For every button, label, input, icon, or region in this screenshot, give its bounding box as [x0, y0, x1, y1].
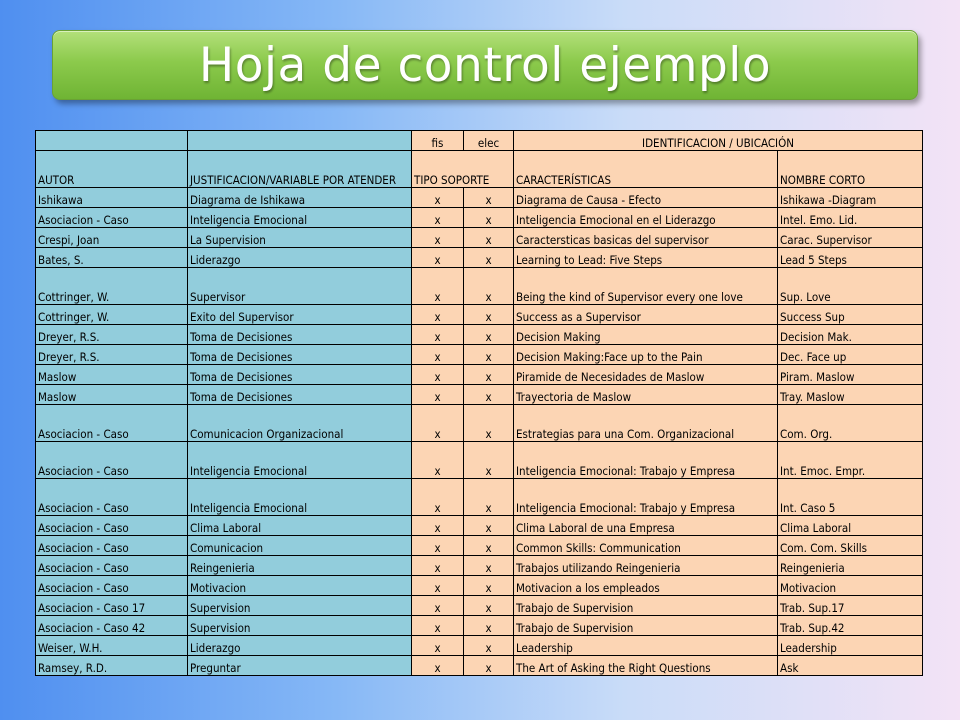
cell-justificacion: Clima Laboral	[188, 516, 412, 536]
cell-nombre-corto: Decision Mak.	[778, 325, 923, 345]
cell-justificacion: Inteligencia Emocional	[188, 208, 412, 228]
cell-fis: x	[412, 268, 464, 305]
cell-fis: x	[412, 536, 464, 556]
cell-nombre-corto: Int. Emoc. Empr.	[778, 442, 923, 479]
cell-caracteristicas: Trabajo de Supervision	[514, 596, 778, 616]
cell-autor: Asociacion - Caso	[36, 576, 188, 596]
cell-nombre-corto: Int. Caso 5	[778, 479, 923, 516]
cell-elec: x	[464, 576, 514, 596]
cell-justificacion: Toma de Decisiones	[188, 325, 412, 345]
table-row	[36, 248, 923, 268]
cell-caracteristicas: Piramide de Necesidades de Maslow	[514, 365, 778, 385]
cell-caracteristicas: Trayectoria de Maslow	[514, 385, 778, 405]
header-row-2	[36, 151, 923, 188]
cell-autor: Asociacion - Caso	[36, 479, 188, 516]
table-row	[36, 616, 923, 636]
cell-fis: x	[412, 636, 464, 656]
cell-elec: x	[464, 385, 514, 405]
cell-fis: x	[412, 188, 464, 208]
cell-nombre-corto: Ishikawa -Diagram	[778, 188, 923, 208]
cell-justificacion: Exito del Supervisor	[188, 305, 412, 325]
cell-elec: x	[464, 188, 514, 208]
cell-caracteristicas: Decision Making	[514, 325, 778, 345]
cell-fis: x	[412, 325, 464, 345]
cell-caracteristicas: Trabajo de Supervision	[514, 616, 778, 636]
page-title: Hoja de control ejemplo	[198, 37, 772, 93]
cell-fis: x	[412, 228, 464, 248]
cell-elec: x	[464, 442, 514, 479]
cell-fis: x	[412, 365, 464, 385]
cell-elec: x	[464, 268, 514, 305]
cell-caracteristicas: Success as a Supervisor	[514, 305, 778, 325]
cell-autor: Dreyer, R.S.	[36, 345, 188, 365]
table-row	[36, 365, 923, 385]
cell-justificacion: La Supervision	[188, 228, 412, 248]
header-autor: AUTOR	[36, 151, 188, 188]
cell-caracteristicas: Being the kind of Supervisor every one love	[514, 268, 778, 305]
cell-autor: Asociacion - Caso	[36, 556, 188, 576]
cell-fis: x	[412, 596, 464, 616]
cell-autor: Asociacion - Caso	[36, 516, 188, 536]
table-row	[36, 656, 923, 676]
cell-elec: x	[464, 656, 514, 676]
cell-nombre-corto: Carac. Supervisor	[778, 228, 923, 248]
cell-fis: x	[412, 442, 464, 479]
cell-justificacion: Comunicacion	[188, 536, 412, 556]
cell-caracteristicas: Inteligencia Emocional: Trabajo y Empresa	[514, 442, 778, 479]
table-row	[36, 576, 923, 596]
cell-autor: Dreyer, R.S.	[36, 325, 188, 345]
cell-autor: Weiser, W.H.	[36, 636, 188, 656]
cell-justificacion: Supervisor	[188, 268, 412, 305]
table-row	[36, 479, 923, 516]
cell-justificacion: Toma de Decisiones	[188, 345, 412, 365]
header-empty-cell	[188, 131, 412, 151]
cell-autor: Maslow	[36, 385, 188, 405]
cell-justificacion: Diagrama de Ishikawa	[188, 188, 412, 208]
cell-caracteristicas: Trabajos utilizando Reingenieria	[514, 556, 778, 576]
cell-elec: x	[464, 405, 514, 442]
cell-caracteristicas: Diagrama de Causa - Efecto	[514, 188, 778, 208]
cell-justificacion: Toma de Decisiones	[188, 385, 412, 405]
table-row	[36, 228, 923, 248]
cell-justificacion: Comunicacion Organizacional	[188, 405, 412, 442]
cell-fis: x	[412, 385, 464, 405]
cell-nombre-corto: Ask	[778, 656, 923, 676]
title-banner	[52, 30, 918, 100]
table-row	[36, 405, 923, 442]
table-row	[36, 268, 923, 305]
cell-justificacion: Liderazgo	[188, 636, 412, 656]
cell-fis: x	[412, 248, 464, 268]
cell-fis: x	[412, 616, 464, 636]
cell-nombre-corto: Tray. Maslow	[778, 385, 923, 405]
cell-autor: Asociacion - Caso	[36, 442, 188, 479]
cell-autor: Ishikawa	[36, 188, 188, 208]
cell-fis: x	[412, 305, 464, 325]
cell-caracteristicas: Motivacion a los empleados	[514, 576, 778, 596]
table-row	[36, 208, 923, 228]
header-caracteristicas: CARACTERÍSTICAS	[514, 151, 778, 188]
cell-caracteristicas: The Art of Asking the Right Questions	[514, 656, 778, 676]
cell-caracteristicas: Inteligencia Emocional en el Liderazgo	[514, 208, 778, 228]
cell-caracteristicas: Leadership	[514, 636, 778, 656]
table-row	[36, 536, 923, 556]
cell-fis: x	[412, 556, 464, 576]
cell-justificacion: Preguntar	[188, 656, 412, 676]
control-sheet-table	[35, 130, 923, 676]
header-row-1	[36, 131, 923, 151]
cell-elec: x	[464, 208, 514, 228]
cell-fis: x	[412, 516, 464, 536]
table-row	[36, 556, 923, 576]
cell-nombre-corto: Clima Laboral	[778, 516, 923, 536]
cell-nombre-corto: Trab. Sup.42	[778, 616, 923, 636]
header-nombre-corto: NOMBRE CORTO	[778, 151, 923, 188]
cell-autor: Asociacion - Caso	[36, 405, 188, 442]
cell-autor: Ramsey, R.D.	[36, 656, 188, 676]
cell-elec: x	[464, 479, 514, 516]
table-row	[36, 385, 923, 405]
cell-autor: Maslow	[36, 365, 188, 385]
cell-elec: x	[464, 345, 514, 365]
header-tipo-soporte: TIPO SOPORTE	[412, 151, 514, 188]
table-row	[36, 345, 923, 365]
cell-elec: x	[464, 516, 514, 536]
table-row	[36, 188, 923, 208]
cell-caracteristicas: Clima Laboral de una Empresa	[514, 516, 778, 536]
header-elec: elec	[464, 131, 514, 151]
table-row	[36, 596, 923, 616]
cell-autor: Bates, S.	[36, 248, 188, 268]
cell-caracteristicas: Inteligencia Emocional: Trabajo y Empresa	[514, 479, 778, 516]
cell-nombre-corto: Success Sup	[778, 305, 923, 325]
cell-nombre-corto: Lead 5 Steps	[778, 248, 923, 268]
cell-autor: Cottringer, W.	[36, 305, 188, 325]
cell-justificacion: Motivacion	[188, 576, 412, 596]
cell-nombre-corto: Leadership	[778, 636, 923, 656]
cell-nombre-corto: Com. Com. Skills	[778, 536, 923, 556]
cell-nombre-corto: Reingenieria	[778, 556, 923, 576]
cell-autor: Asociacion - Caso	[36, 536, 188, 556]
cell-fis: x	[412, 479, 464, 516]
cell-nombre-corto: Sup. Love	[778, 268, 923, 305]
cell-justificacion: Reingenieria	[188, 556, 412, 576]
cell-autor: Asociacion - Caso 17	[36, 596, 188, 616]
cell-autor: Crespi, Joan	[36, 228, 188, 248]
cell-fis: x	[412, 656, 464, 676]
cell-fis: x	[412, 345, 464, 365]
cell-justificacion: Liderazgo	[188, 248, 412, 268]
cell-nombre-corto: Intel. Emo. Lid.	[778, 208, 923, 228]
cell-justificacion: Supervision	[188, 616, 412, 636]
header-identificacion: IDENTIFICACION / UBICACIÓN	[514, 131, 923, 151]
table-row	[36, 442, 923, 479]
cell-nombre-corto: Dec. Face up	[778, 345, 923, 365]
cell-autor: Asociacion - Caso	[36, 208, 188, 228]
cell-elec: x	[464, 556, 514, 576]
cell-justificacion: Inteligencia Emocional	[188, 442, 412, 479]
cell-elec: x	[464, 325, 514, 345]
cell-fis: x	[412, 576, 464, 596]
header-empty-cell	[36, 131, 188, 151]
cell-elec: x	[464, 536, 514, 556]
cell-caracteristicas: Common Skills: Communication	[514, 536, 778, 556]
cell-elec: x	[464, 365, 514, 385]
cell-fis: x	[412, 405, 464, 442]
cell-elec: x	[464, 596, 514, 616]
cell-caracteristicas: Caractersticas basicas del supervisor	[514, 228, 778, 248]
cell-fis: x	[412, 208, 464, 228]
table-row	[36, 636, 923, 656]
header-fis: fis	[412, 131, 464, 151]
cell-elec: x	[464, 636, 514, 656]
cell-justificacion: Toma de Decisiones	[188, 365, 412, 385]
cell-autor: Cottringer, W.	[36, 268, 188, 305]
cell-justificacion: Supervision	[188, 596, 412, 616]
cell-nombre-corto: Trab. Sup.17	[778, 596, 923, 616]
table-row	[36, 516, 923, 536]
cell-nombre-corto: Piram. Maslow	[778, 365, 923, 385]
cell-nombre-corto: Motivacion	[778, 576, 923, 596]
cell-justificacion: Inteligencia Emocional	[188, 479, 412, 516]
cell-elec: x	[464, 228, 514, 248]
header-justificacion: JUSTIFICACION/VARIABLE POR ATENDER	[188, 151, 412, 188]
cell-elec: x	[464, 305, 514, 325]
cell-caracteristicas: Learning to Lead: Five Steps	[514, 248, 778, 268]
table-row	[36, 325, 923, 345]
cell-elec: x	[464, 616, 514, 636]
cell-elec: x	[464, 248, 514, 268]
table-row	[36, 305, 923, 325]
cell-nombre-corto: Com. Org.	[778, 405, 923, 442]
cell-autor: Asociacion - Caso 42	[36, 616, 188, 636]
cell-caracteristicas: Estrategias para una Com. Organizacional	[514, 405, 778, 442]
cell-caracteristicas: Decision Making:Face up to the Pain	[514, 345, 778, 365]
